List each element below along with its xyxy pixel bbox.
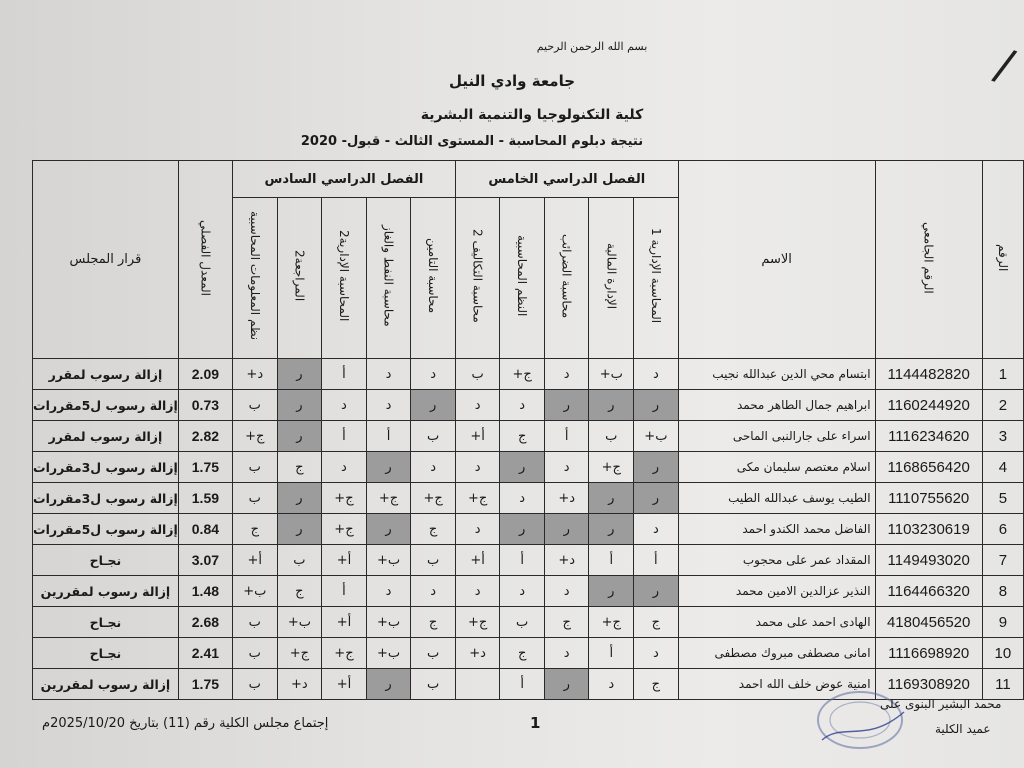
table-row — [33, 359, 1024, 390]
council-decision: إزالة رسوب لمقررين — [33, 669, 179, 700]
grade-cell: د — [411, 452, 456, 483]
row-index: 9 — [982, 607, 1023, 638]
results-table — [32, 160, 1024, 700]
grade-cell: ب — [232, 638, 277, 669]
gpa-value: 2.68 — [178, 607, 232, 638]
grade-cell: أ+ — [322, 607, 367, 638]
grade-cell: ج+ — [277, 638, 322, 669]
grade-cell: د — [544, 359, 589, 390]
grade-cell: أ+ — [322, 545, 367, 576]
student-name: الهادى احمد على محمد — [678, 607, 875, 638]
subject-header: محاسبة التكاليف 2 — [455, 198, 500, 359]
grade-cell: ج — [277, 576, 322, 607]
official-stamp-icon — [812, 682, 908, 754]
grade-cell: أ — [500, 545, 545, 576]
grade-cell: أ — [589, 545, 634, 576]
grade-cell: ر — [544, 390, 589, 421]
grade-cell: د — [500, 576, 545, 607]
student-id: 4180456520 — [875, 607, 982, 638]
grade-cell: د — [366, 359, 411, 390]
table-row — [33, 390, 1024, 421]
grade-cell: د — [411, 359, 456, 390]
grade-cell: ر — [634, 390, 679, 421]
gpa-value: 1.48 — [178, 576, 232, 607]
grade-cell: ج — [411, 607, 456, 638]
grade-cell: ر — [544, 669, 589, 700]
grade-cell: ج+ — [232, 421, 277, 452]
row-index: 2 — [982, 390, 1023, 421]
grade-cell: د — [322, 452, 367, 483]
grade-cell: ر — [500, 514, 545, 545]
grade-cell: د — [411, 576, 456, 607]
student-id: 1160244920 — [875, 390, 982, 421]
grade-cell: ج — [500, 421, 545, 452]
grade-cell: ر — [366, 669, 411, 700]
table-row — [33, 483, 1024, 514]
grade-cell: ب — [455, 359, 500, 390]
subject-header: محاسبة التامين — [411, 198, 456, 359]
council-decision: إزالة رسوب ل3مقررات — [33, 483, 179, 514]
grade-cell: ج+ — [455, 483, 500, 514]
grade-cell: أ+ — [232, 545, 277, 576]
grade-cell: ر — [366, 514, 411, 545]
grade-cell: د — [634, 638, 679, 669]
header-decision: قرار المجلس — [33, 161, 179, 359]
grade-cell: د — [455, 390, 500, 421]
table-row — [33, 452, 1024, 483]
grade-cell: ب — [411, 669, 456, 700]
grade-cell: ر — [589, 483, 634, 514]
grade-cell: أ — [322, 359, 367, 390]
grade-cell: ر — [277, 359, 322, 390]
grade-cell: ج — [411, 514, 456, 545]
grade-cell: ر — [366, 452, 411, 483]
grade-cell: ر — [277, 483, 322, 514]
student-id: 1168656420 — [875, 452, 982, 483]
student-id: 1164466320 — [875, 576, 982, 607]
gpa-value: 2.09 — [178, 359, 232, 390]
row-index: 11 — [982, 669, 1023, 700]
council-decision: إزالة رسوب لمقرر — [33, 421, 179, 452]
grade-cell: ب+ — [589, 359, 634, 390]
grade-cell: ج — [634, 607, 679, 638]
grade-cell: أ+ — [322, 669, 367, 700]
grade-cell: د+ — [455, 638, 500, 669]
grade-cell: أ — [500, 669, 545, 700]
grade-cell: ب+ — [366, 545, 411, 576]
gpa-value: 1.75 — [178, 452, 232, 483]
subject-header: الإدارة المالية — [589, 198, 634, 359]
row-index: 6 — [982, 514, 1023, 545]
row-index: 1 — [982, 359, 1023, 390]
header-student-id: الرقم الجامعي — [875, 161, 982, 359]
student-name: اسراء على جارالنبى الماحى — [678, 421, 875, 452]
grade-cell: ج+ — [322, 483, 367, 514]
student-name: ابتسام محي الدين عبدالله نجيب — [678, 359, 875, 390]
table-row — [33, 545, 1024, 576]
grade-cell: ب+ — [366, 638, 411, 669]
grade-cell: د — [544, 638, 589, 669]
council-decision: إزالة رسوب ل3مقررات — [33, 452, 179, 483]
subject-header: محاسبة الضرائب — [544, 198, 589, 359]
grade-cell: د — [589, 669, 634, 700]
council-decision: إزالة رسوب ل5مقررات — [33, 514, 179, 545]
grade-cell: د — [500, 483, 545, 514]
grade-cell: د — [634, 514, 679, 545]
grade-cell: ج — [544, 607, 589, 638]
grade-cell: ب+ — [232, 576, 277, 607]
row-index: 3 — [982, 421, 1023, 452]
student-id: 1110755620 — [875, 483, 982, 514]
university-name: جامعة وادي النيل — [448, 72, 576, 90]
grade-cell: د — [455, 452, 500, 483]
council-decision: نجـاح — [33, 607, 179, 638]
grade-cell: ب — [232, 390, 277, 421]
signature-name: محمد البشير البنوى على — [880, 697, 1002, 711]
grade-cell: ب+ — [277, 607, 322, 638]
pen-mark: / — [988, 39, 1021, 92]
grade-cell: ب — [411, 421, 456, 452]
page-number: 1 — [530, 714, 541, 732]
grade-cell: ب — [232, 452, 277, 483]
result-title: نتيجة دبلوم المحاسبة - المستوى الثالث - قبول- 2020 — [300, 134, 644, 149]
student-name: الطيب يوسف عبدالله الطيب — [678, 483, 875, 514]
row-index: 8 — [982, 576, 1023, 607]
student-name: اسلام معتصم سليمان مكى — [678, 452, 875, 483]
council-decision: نجـاح — [33, 545, 179, 576]
grade-cell: ج+ — [366, 483, 411, 514]
student-id: 1144482820 — [875, 359, 982, 390]
header-semester-6: الفصل الدراسي السادس — [232, 161, 455, 198]
grade-cell: ر — [589, 514, 634, 545]
table-row — [33, 576, 1024, 607]
grade-cell: ج+ — [589, 452, 634, 483]
gpa-value: 1.75 — [178, 669, 232, 700]
subject-header: المحاسبة الإدارية2 — [322, 198, 367, 359]
row-index: 5 — [982, 483, 1023, 514]
college-name: كلية التكنولوجيا والتنمية البشرية — [420, 107, 644, 123]
student-name: الفاضل محمد الكندو احمد — [678, 514, 875, 545]
grade-cell: د+ — [232, 359, 277, 390]
grade-cell: د — [455, 514, 500, 545]
grade-cell: ب — [232, 607, 277, 638]
grade-cell: أ — [322, 421, 367, 452]
grade-cell: ب — [232, 669, 277, 700]
student-name: ابراهيم جمال الطاهر محمد — [678, 390, 875, 421]
student-name: المقداد عمر على محجوب — [678, 545, 875, 576]
subject-header: محاسبة النفط والغاز — [366, 198, 411, 359]
grade-cell: ر — [544, 514, 589, 545]
gpa-value: 0.73 — [178, 390, 232, 421]
table-row — [33, 607, 1024, 638]
grade-cell: د — [366, 390, 411, 421]
row-index: 4 — [982, 452, 1023, 483]
grade-cell: أ — [322, 576, 367, 607]
grade-cell: ب — [411, 638, 456, 669]
grade-cell: ج+ — [589, 607, 634, 638]
grade-cell: ب — [589, 421, 634, 452]
student-id: 1116698920 — [875, 638, 982, 669]
gpa-value: 1.59 — [178, 483, 232, 514]
student-name: امنية عوض خلف الله احمد — [678, 669, 875, 700]
grade-cell: د+ — [544, 545, 589, 576]
grade-cell: ر — [277, 514, 322, 545]
grade-cell: ر — [500, 452, 545, 483]
grade-cell: أ+ — [455, 545, 500, 576]
grade-cell: ر — [634, 483, 679, 514]
grade-cell: د — [544, 452, 589, 483]
grade-cell: د — [634, 359, 679, 390]
grade-cell: د+ — [544, 483, 589, 514]
subject-header: النظم المحاسبية — [500, 198, 545, 359]
gpa-value: 2.41 — [178, 638, 232, 669]
grade-cell: د — [455, 576, 500, 607]
grade-cell: ب+ — [634, 421, 679, 452]
gpa-value: 0.84 — [178, 514, 232, 545]
grade-cell: ج+ — [411, 483, 456, 514]
grade-cell: د+ — [277, 669, 322, 700]
signature-title: عميد الكلية — [935, 722, 991, 736]
row-index: 7 — [982, 545, 1023, 576]
grade-cell: ج+ — [500, 359, 545, 390]
grade-cell: ر — [411, 390, 456, 421]
grade-cell: ر — [277, 390, 322, 421]
table-row — [33, 421, 1024, 452]
student-id: 1116234620 — [875, 421, 982, 452]
grade-cell: أ — [366, 421, 411, 452]
grade-cell: ج+ — [455, 607, 500, 638]
table-row — [33, 638, 1024, 669]
header-index: الرقم — [982, 161, 1023, 359]
grade-cell: د — [322, 390, 367, 421]
council-decision: إزالة رسوب لمقررين — [33, 576, 179, 607]
subject-header: المراجعة2 — [277, 198, 322, 359]
header-name: الاسم — [678, 161, 875, 359]
grade-cell: د — [366, 576, 411, 607]
grade-cell: ج+ — [322, 514, 367, 545]
grade-cell: أ+ — [455, 421, 500, 452]
basmala: بسم الله الرحمن الرحيم — [536, 40, 648, 53]
council-decision: إزالة رسوب لمقرر — [33, 359, 179, 390]
grade-cell: ر — [589, 390, 634, 421]
grade-cell: ج — [500, 638, 545, 669]
grade-cell: أ — [634, 545, 679, 576]
subject-header: نظم المعلومات المحاسبية — [232, 198, 277, 359]
header-gpa: المعدل الفصلي — [178, 161, 232, 359]
council-decision: إزالة رسوب ل5مقررات — [33, 390, 179, 421]
grade-cell: د — [544, 576, 589, 607]
row-index: 10 — [982, 638, 1023, 669]
student-id: 1169308920 — [875, 669, 982, 700]
grade-cell: ر — [634, 452, 679, 483]
gpa-value: 2.82 — [178, 421, 232, 452]
grade-cell: ر — [634, 576, 679, 607]
student-name: امانى مصطفى مبروك مصطفى — [678, 638, 875, 669]
grade-cell: أ — [589, 638, 634, 669]
grade-cell: ر — [589, 576, 634, 607]
grade-cell: ج+ — [322, 638, 367, 669]
grade-cell: أ — [544, 421, 589, 452]
grade-cell: ج — [277, 452, 322, 483]
meeting-note: إجتماع مجلس الكلية رقم (11) بتاريخ 2025/10/20م — [42, 716, 329, 731]
subject-header: المحاسبة الإدارية 1 — [634, 198, 679, 359]
grade-cell: ب — [411, 545, 456, 576]
grade-cell: ب — [500, 607, 545, 638]
grade-cell — [455, 669, 500, 700]
grade-cell: ب — [232, 483, 277, 514]
grade-cell: د — [500, 390, 545, 421]
table-row — [33, 514, 1024, 545]
student-id: 1149493020 — [875, 545, 982, 576]
grade-cell: ب — [277, 545, 322, 576]
header-semester-5: الفصل الدراسي الخامس — [455, 161, 678, 198]
grade-cell: ر — [277, 421, 322, 452]
council-decision: نجـاح — [33, 638, 179, 669]
student-id: 1103230619 — [875, 514, 982, 545]
grade-cell: ج — [634, 669, 679, 700]
gpa-value: 3.07 — [178, 545, 232, 576]
grade-cell: ب+ — [366, 607, 411, 638]
student-name: النذير عزالدين الامين محمد — [678, 576, 875, 607]
grade-cell: ج — [232, 514, 277, 545]
